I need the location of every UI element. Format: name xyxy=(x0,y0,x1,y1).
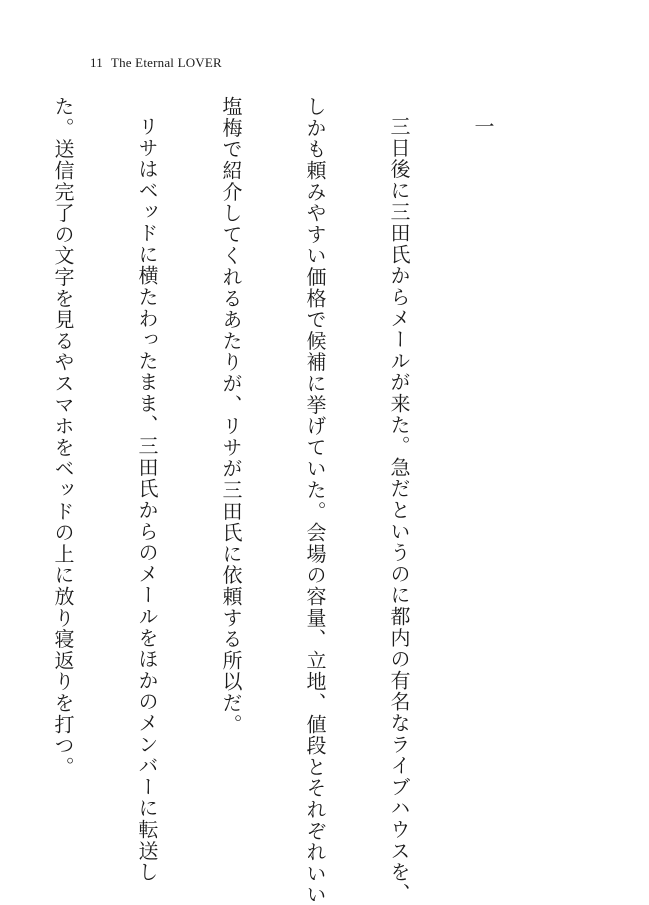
text-line: リサはベッドに横たわったまま、三田氏からのメールをほかのメンバーに転送し xyxy=(135,116,159,883)
running-header xyxy=(90,55,222,71)
text-line: 塩梅で紹介してくれるあたりが、リサが三田氏に依頼する所以だ。 xyxy=(219,96,243,735)
text-line: た。送信完了の文字を見るやスマホをベッドの上に放り寝返りを打つ。 xyxy=(51,96,75,778)
vertical-text-body xyxy=(0,96,553,905)
book-title: The Eternal LOVER xyxy=(110,55,222,70)
page-number: 11 xyxy=(90,55,103,70)
text-line: しかも頼みやすい価格で候補に挙げていた。会場の容量、立地、値段とそれぞれいい xyxy=(303,96,327,905)
text-line: 三日後に三田氏からメールが来た。急だというのに都内の有名なライブハウスを、 xyxy=(387,116,411,905)
text-line: 一 xyxy=(471,116,495,138)
